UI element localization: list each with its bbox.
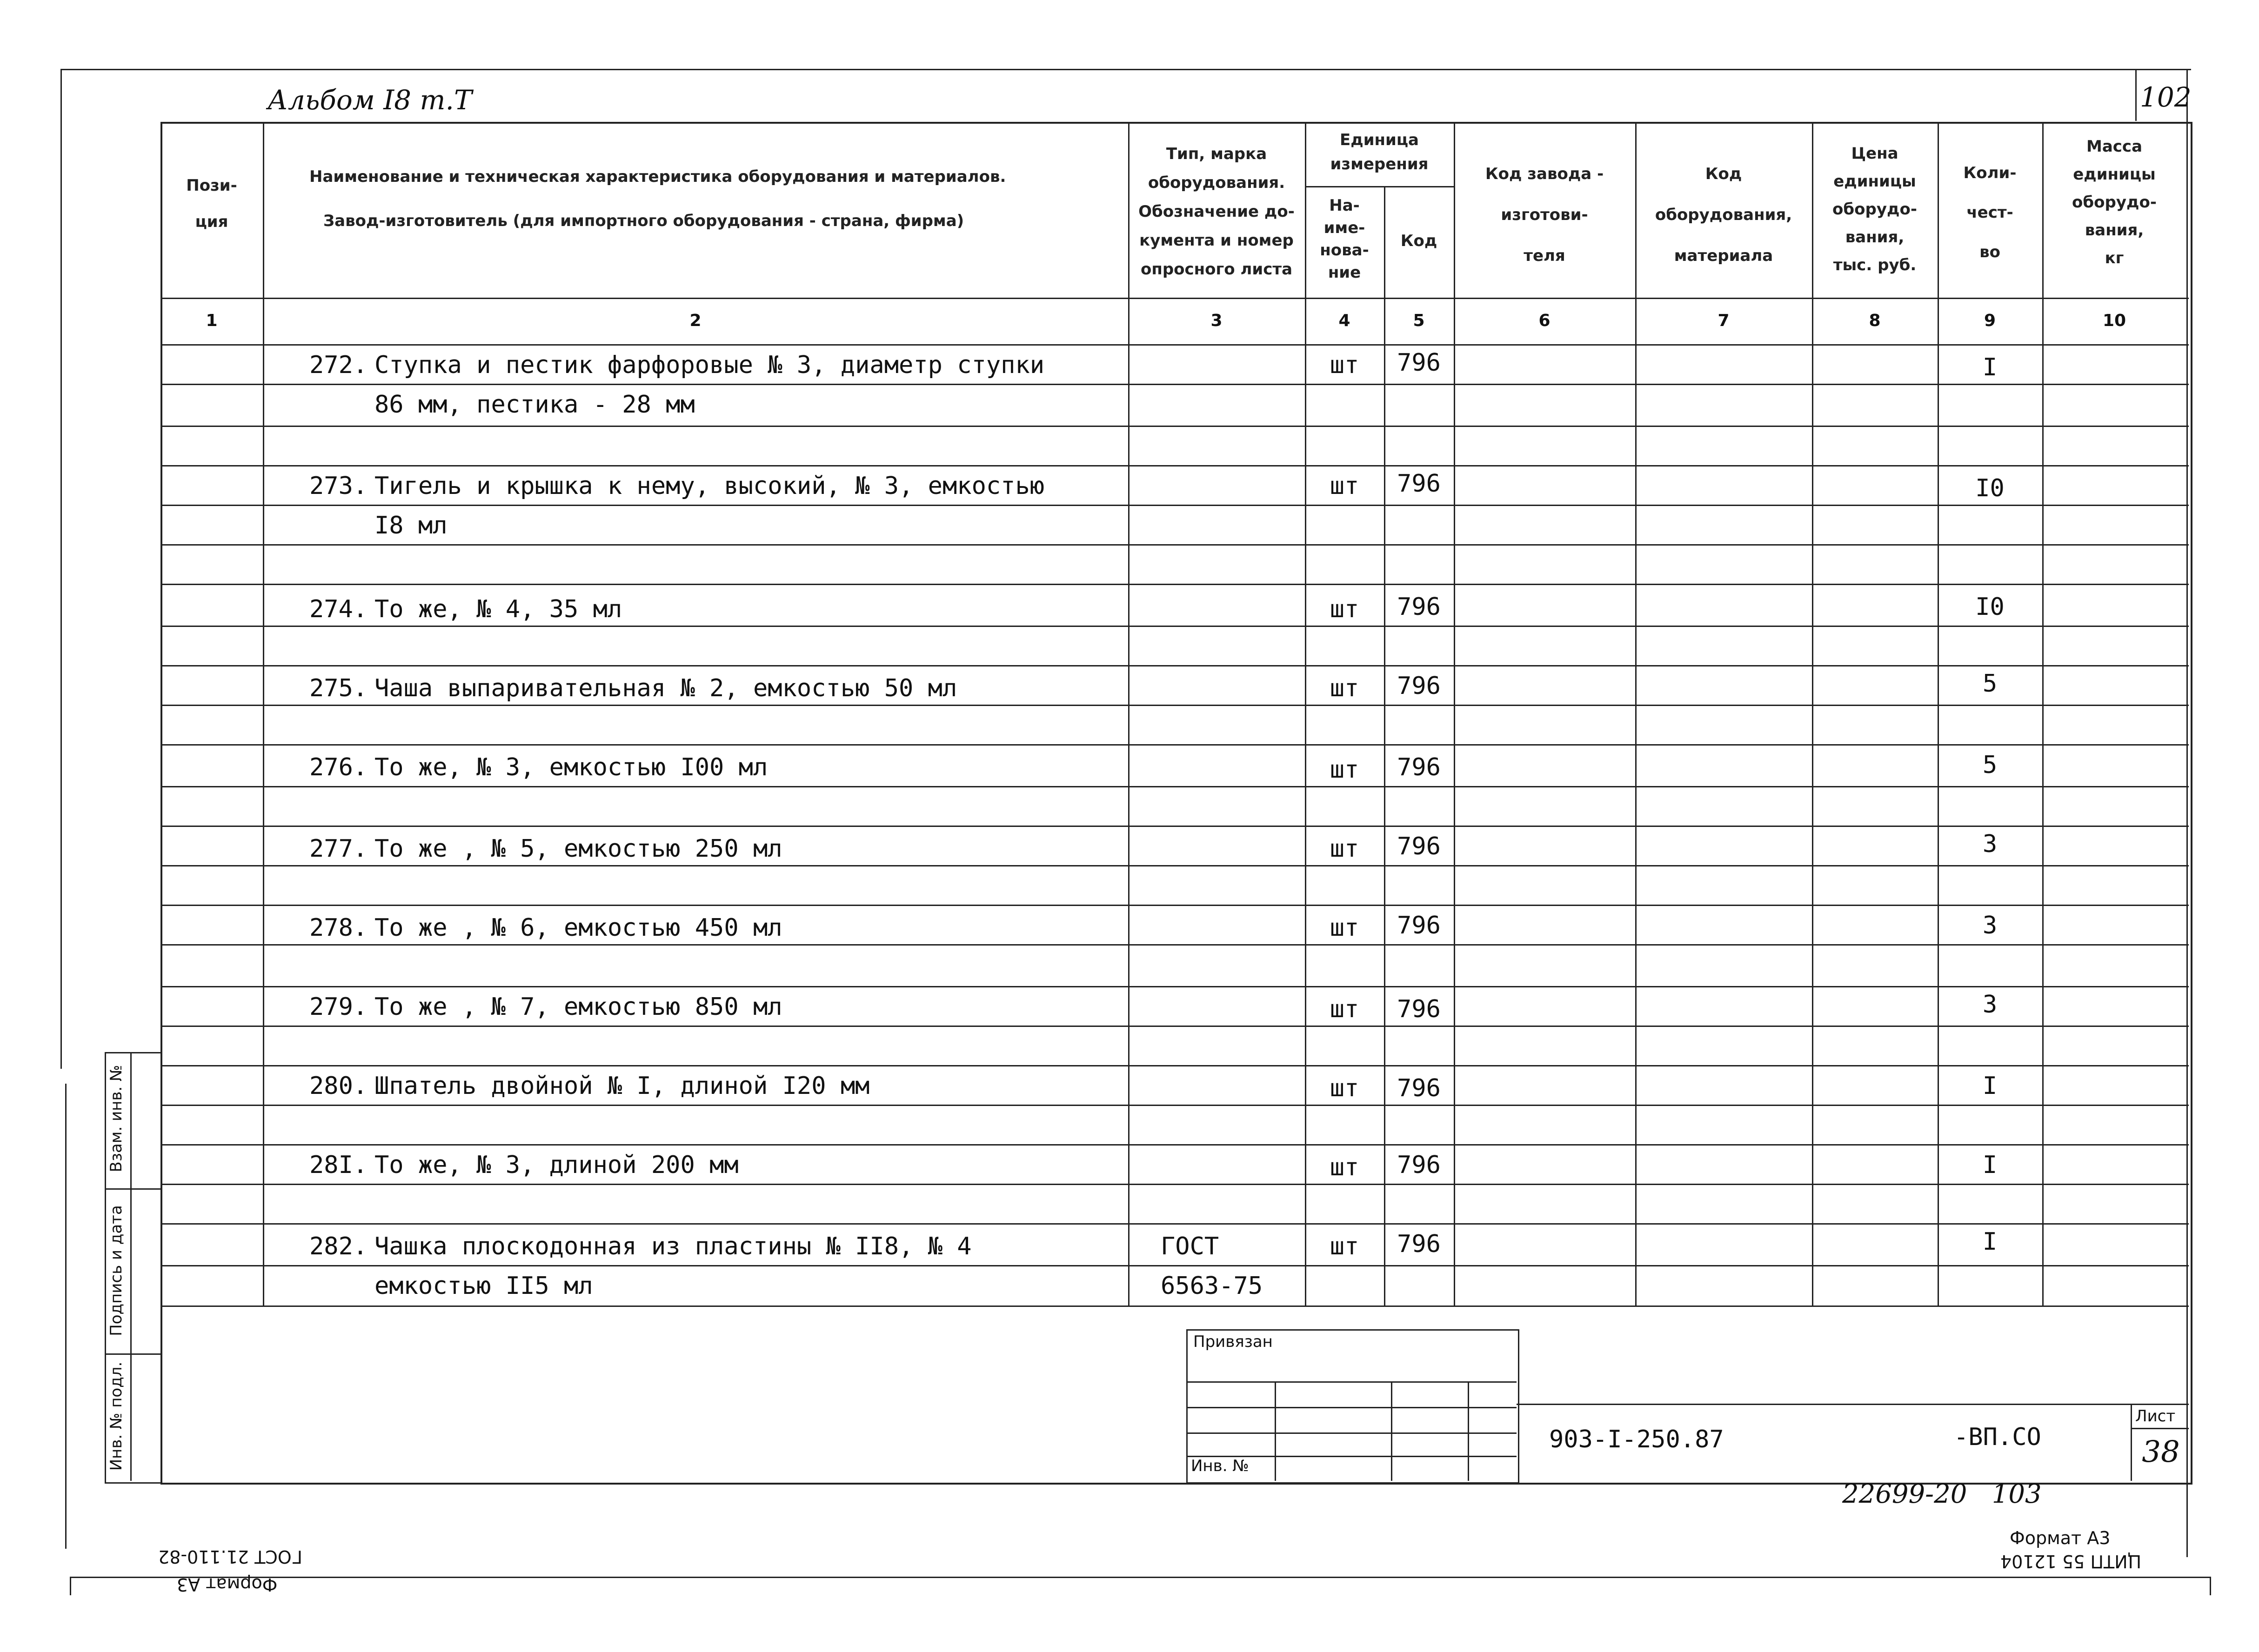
- album-title: Альбом I8 т.Т: [267, 84, 472, 116]
- sheet-number: 38: [2142, 1435, 2180, 1469]
- sheet-left-border: [60, 69, 62, 1069]
- row-274-code: 796: [1397, 593, 1441, 621]
- row-273-code: 796: [1397, 470, 1441, 498]
- row-272-code: 796: [1397, 349, 1441, 377]
- col-number-7: 7: [1718, 311, 1730, 330]
- row-275-code: 796: [1397, 672, 1441, 700]
- stamp-line: [1186, 1407, 1517, 1408]
- header-factory-code: Код завода - изготови- теля: [1485, 165, 1604, 265]
- row-282-qty: I: [1982, 1228, 1998, 1256]
- cipher-mirrored: ЦИТП 55 12104: [2000, 1551, 2142, 1572]
- row-274-position: 274.: [309, 595, 368, 623]
- row-277-unit: шт: [1330, 835, 1359, 863]
- row-281-position: 28I.: [309, 1151, 368, 1179]
- rule: [160, 905, 2189, 906]
- stamp-privyazan-label: Привязан: [1193, 1332, 1273, 1351]
- row-276-name: То же, № 3, емкостью I00 мл: [374, 753, 768, 781]
- rule: [160, 665, 2189, 666]
- header-position: Пози- ция: [186, 176, 237, 231]
- row-277-code: 796: [1397, 833, 1441, 860]
- header-quantity: Коли- чест- во: [1963, 164, 2017, 261]
- row-281-code: 796: [1397, 1151, 1441, 1179]
- format-mirrored: Формат А3: [177, 1574, 278, 1595]
- col-number-6: 6: [1538, 311, 1551, 330]
- side-label-orig-inv: Инв. № подл.: [107, 1361, 126, 1471]
- title-block-top: [1517, 1404, 2189, 1405]
- row-274-name: То же, № 4, 35 мл: [374, 595, 622, 623]
- row-272-position: 272.: [309, 351, 368, 379]
- row-272-unit: шт: [1330, 351, 1359, 379]
- header-unit: Единица измерения: [1330, 131, 1429, 173]
- stamp-col: [1275, 1381, 1276, 1481]
- row-273-name: Тигель и крышка к нему, высокий, № 3, емкостью: [374, 472, 1045, 500]
- row-272-name-cont: 86 мм, пестика - 28 мм: [374, 391, 695, 419]
- rule: [160, 584, 2189, 585]
- rule: [160, 1265, 2189, 1266]
- row-275-name: Чаша выпаривательная № 2, емкостью 50 мл: [374, 674, 957, 702]
- row-280-name: Шпатель двойной № I, длиной I20 мм: [374, 1072, 870, 1100]
- rule: [160, 465, 2189, 466]
- row-281-unit: шт: [1330, 1153, 1359, 1181]
- rule: [160, 826, 2189, 827]
- row-279-position: 279.: [309, 993, 368, 1021]
- header-unit-name: На- име- нова- ние: [1320, 196, 1369, 282]
- sheet-bottom-tick-left: [70, 1577, 71, 1595]
- stamp-line: [1186, 1381, 1517, 1383]
- row-277-position: 277.: [309, 835, 368, 863]
- stamp-line: [1186, 1432, 1517, 1434]
- header-price: Цена единицы оборудо- вания, тыс. руб.: [1832, 144, 1917, 274]
- rule: [160, 786, 2189, 787]
- sheet-left-border-lower: [65, 1084, 67, 1549]
- format-label-right: Формат А3: [2010, 1528, 2111, 1548]
- row-280-unit: шт: [1330, 1074, 1359, 1102]
- row-274-qty: I0: [1975, 593, 2005, 621]
- header-unit-code: Код: [1400, 232, 1437, 250]
- row-278-code: 796: [1397, 912, 1441, 939]
- archive-number: 22699-20 103: [1842, 1479, 2042, 1509]
- col-number-2: 2: [689, 311, 702, 330]
- row-275-unit: шт: [1330, 674, 1359, 702]
- row-276-position: 276.: [309, 753, 368, 781]
- document-suffix: -ВП.СО: [1954, 1423, 2041, 1451]
- row-281-name: То же, № 3, длиной 200 мм: [374, 1151, 739, 1179]
- rule: [160, 744, 2189, 746]
- sheet-bottom-border: [70, 1577, 2210, 1578]
- col-number-8: 8: [1869, 311, 1881, 330]
- row-276-unit: шт: [1330, 756, 1359, 784]
- row-276-code: 796: [1397, 753, 1441, 781]
- row-282-doc-cont: 6563-75: [1161, 1272, 1263, 1300]
- rule: [160, 986, 2189, 987]
- row-279-name: То же , № 7, емкостью 850 мл: [374, 993, 782, 1021]
- rule: [160, 544, 2189, 546]
- row-279-unit: шт: [1330, 995, 1359, 1023]
- row-273-unit: шт: [1330, 472, 1359, 500]
- row-280-position: 280.: [309, 1072, 368, 1100]
- row-282-unit: шт: [1330, 1232, 1359, 1260]
- sheet-label: Лист: [2135, 1407, 2176, 1426]
- row-272-qty: I: [1982, 353, 1998, 381]
- row-278-position: 278.: [309, 914, 368, 942]
- rule: [160, 1306, 2189, 1307]
- page-corner-number: 102: [2140, 81, 2192, 113]
- row-273-name-cont: I8 мл: [374, 512, 448, 540]
- rule: [160, 426, 2189, 427]
- sheet-top-border: [60, 69, 2191, 70]
- row-273-position: 273.: [309, 472, 368, 500]
- gost-mirrored: ГОСТ 21.110-82: [158, 1546, 302, 1567]
- col-number-5: 5: [1413, 311, 1425, 330]
- side-label-signature-date: Подпись и дата: [107, 1205, 126, 1336]
- row-279-code: 796: [1397, 995, 1441, 1023]
- row-280-qty: I: [1982, 1072, 1998, 1100]
- row-275-qty: 5: [1982, 670, 1998, 698]
- row-276-qty: 5: [1982, 751, 1998, 779]
- row-274-unit: шт: [1330, 595, 1359, 623]
- row-275-position: 275.: [309, 674, 368, 702]
- side-label-replace-inv: Взам. инв. №: [107, 1065, 126, 1172]
- row-278-unit: шт: [1330, 914, 1359, 942]
- rule: [160, 1184, 2189, 1185]
- row-282-code: 796: [1397, 1230, 1441, 1258]
- row-273-qty: I0: [1975, 474, 2005, 502]
- sheet-bottom-tick-right: [2210, 1577, 2211, 1595]
- stamp-inv-label: Инв. №: [1191, 1457, 1249, 1475]
- rule: [160, 505, 2189, 506]
- row-272-name: Ступка и пестик фарфоровые № 3, диаметр ступки: [374, 351, 1045, 379]
- col-number-3: 3: [1210, 311, 1223, 330]
- header-name-line1: Наименование и техническая характеристика оборудования и материалов.: [309, 167, 1006, 186]
- row-282-doc: ГОСТ: [1161, 1232, 1219, 1260]
- row-277-qty: 3: [1982, 830, 1998, 858]
- col-number-row-line: [160, 344, 2189, 346]
- sheet-box-split: [2131, 1428, 2189, 1429]
- rule: [160, 1223, 2189, 1225]
- strip-sep: [105, 1188, 160, 1190]
- col-number-10: 10: [2102, 311, 2126, 330]
- row-278-name: То же , № 6, емкостью 450 мл: [374, 914, 782, 942]
- header-equipment-code: Код оборудования, материала: [1655, 165, 1792, 265]
- rule: [160, 1105, 2189, 1106]
- row-282-position: 282.: [309, 1232, 368, 1260]
- rule: [160, 1026, 2189, 1027]
- row-279-qty: 3: [1982, 991, 1998, 1019]
- row-282-name: Чашка плоскодонная из пластины № II8, № 4: [374, 1232, 972, 1260]
- row-280-code: 796: [1397, 1074, 1441, 1102]
- col-number-1: 1: [206, 311, 218, 330]
- header-type: Тип, марка оборудования. Обозначение до- кумента и номер опросного листа: [1138, 145, 1295, 279]
- unit-header-split: [1305, 186, 1454, 187]
- header-name-line2: Завод-изготовитель (для импортного оборудования - страна, фирма): [323, 212, 964, 230]
- stamp-col: [1391, 1381, 1392, 1481]
- col-number-9: 9: [1984, 311, 1996, 330]
- rule: [160, 1065, 2189, 1066]
- rule: [160, 1144, 2189, 1146]
- row-278-qty: 3: [1982, 912, 1998, 939]
- header-mass: Масса единицы оборудо- вания, кг: [2072, 137, 2157, 267]
- stamp-col: [1468, 1381, 1469, 1481]
- document-number: 903-I-250.87: [1549, 1426, 1724, 1453]
- strip-inner: [130, 1052, 132, 1481]
- row-277-name: То же , № 5, емкостью 250 мл: [374, 835, 782, 863]
- row-281-qty: I: [1982, 1151, 1998, 1179]
- row-282-name-cont: емкостью II5 мл: [374, 1272, 593, 1300]
- col-number-4: 4: [1338, 311, 1350, 330]
- rule: [160, 384, 2189, 385]
